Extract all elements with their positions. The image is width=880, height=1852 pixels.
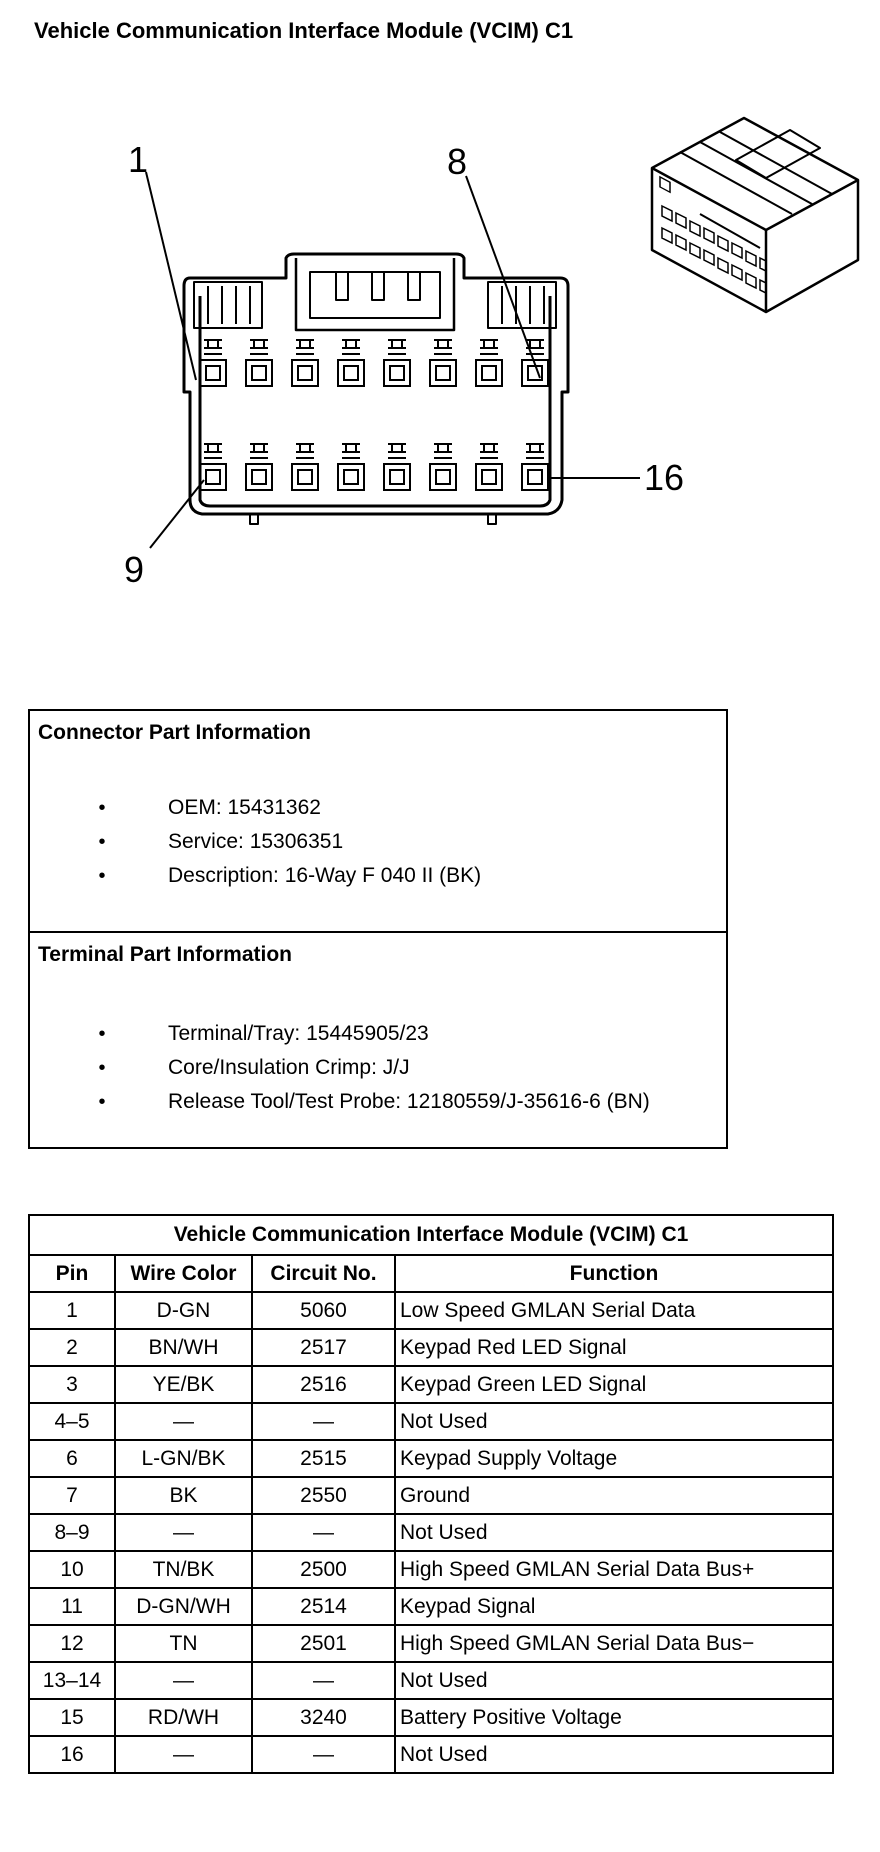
cell-function: Not Used — [395, 1736, 833, 1773]
cell-circuit-no: 2550 — [252, 1477, 395, 1514]
table-row — [29, 1403, 833, 1440]
connector-diagram — [0, 0, 880, 640]
table-row — [29, 1366, 833, 1403]
table-title: Vehicle Communication Interface Module (VCIM) C1 — [29, 1215, 833, 1255]
table-row — [29, 1588, 833, 1625]
cell-circuit-no: 2516 — [252, 1366, 395, 1403]
cell-wire-color: D-GN/WH — [115, 1588, 252, 1625]
cell-circuit-no: — — [252, 1736, 395, 1773]
cell-pin: 12 — [29, 1625, 115, 1662]
list-item — [92, 825, 481, 859]
cell-pin: 2 — [29, 1329, 115, 1366]
table-body — [29, 1292, 833, 1773]
cell-function: Not Used — [395, 1662, 833, 1699]
terminal-tray: Terminal/Tray: 15445905/23 — [168, 1022, 429, 1045]
bullet: • — [98, 865, 106, 887]
callout-pin-1: 1 — [128, 139, 149, 180]
table-row — [29, 1292, 833, 1329]
cell-circuit-no: 2501 — [252, 1625, 395, 1662]
table-row — [29, 1551, 833, 1588]
bullet: • — [98, 1057, 106, 1079]
terminal-release-tool: Release Tool/Test Probe: 12180559/J-35616-6 (BN) — [168, 1090, 650, 1113]
cell-function: Keypad Supply Voltage — [395, 1440, 833, 1477]
bullet: • — [98, 797, 106, 819]
connector-service: Service: 15306351 — [168, 830, 344, 853]
table-row — [29, 1477, 833, 1514]
cell-pin: 13–14 — [29, 1662, 115, 1699]
table-row — [29, 1440, 833, 1477]
cell-circuit-no: — — [252, 1662, 395, 1699]
terminal-part-info-heading: Terminal Part Information — [38, 943, 292, 966]
page-title: Vehicle Communication Interface Module (VCIM) C1 — [34, 18, 574, 43]
cell-wire-color: TN — [115, 1625, 252, 1662]
right-rib-block — [488, 282, 556, 328]
cell-function: High Speed GMLAN Serial Data Bus+ — [395, 1551, 833, 1588]
cell-function: Keypad Signal — [395, 1588, 833, 1625]
cell-function: Battery Positive Voltage — [395, 1699, 833, 1736]
cell-circuit-no: 5060 — [252, 1292, 395, 1329]
cell-wire-color: L-GN/BK — [115, 1440, 252, 1477]
cell-wire-color: — — [115, 1514, 252, 1551]
cavity-row-top — [200, 340, 548, 386]
cell-circuit-no: 2500 — [252, 1551, 395, 1588]
header-wire-color: Wire Color — [115, 1255, 252, 1292]
cell-function: Keypad Green LED Signal — [395, 1366, 833, 1403]
table-row — [29, 1699, 833, 1736]
cell-wire-color: BN/WH — [115, 1329, 252, 1366]
table-row — [29, 1329, 833, 1366]
cell-circuit-no: 2517 — [252, 1329, 395, 1366]
terminal-crimp: Core/Insulation Crimp: J/J — [168, 1056, 410, 1079]
cell-wire-color: — — [115, 1403, 252, 1440]
left-rib-block — [194, 282, 262, 328]
callout-pin-16: 16 — [644, 457, 685, 498]
cell-pin: 3 — [29, 1366, 115, 1403]
cell-wire-color: D-GN — [115, 1292, 252, 1329]
locking-tab — [296, 258, 454, 330]
list-item — [92, 1051, 650, 1085]
list-item — [92, 859, 481, 893]
table-row — [29, 1514, 833, 1551]
callout-pin-8: 8 — [447, 141, 468, 182]
connector-part-info — [30, 711, 726, 933]
callout-pin-9: 9 — [124, 549, 145, 590]
table-row — [29, 1736, 833, 1773]
cell-function: Ground — [395, 1477, 833, 1514]
cell-wire-color: RD/WH — [115, 1699, 252, 1736]
cell-wire-color: YE/BK — [115, 1366, 252, 1403]
connector-oem: OEM: 15431362 — [168, 796, 321, 819]
cell-function: Low Speed GMLAN Serial Data — [395, 1292, 833, 1329]
terminal-part-list — [92, 1017, 650, 1119]
bullet: • — [98, 1091, 106, 1113]
pinout-table — [28, 1214, 834, 1774]
cell-circuit-no: — — [252, 1514, 395, 1551]
table-header-row — [29, 1255, 833, 1292]
connector-isometric-view — [652, 118, 858, 312]
cell-pin: 4–5 — [29, 1403, 115, 1440]
cell-circuit-no: 2514 — [252, 1588, 395, 1625]
cell-function: High Speed GMLAN Serial Data Bus− — [395, 1625, 833, 1662]
cell-pin: 6 — [29, 1440, 115, 1477]
cell-pin: 8–9 — [29, 1514, 115, 1551]
cell-wire-color: BK — [115, 1477, 252, 1514]
bullet: • — [98, 831, 106, 853]
part-info-box — [28, 709, 728, 1149]
cell-function: Not Used — [395, 1514, 833, 1551]
cell-pin: 10 — [29, 1551, 115, 1588]
cell-pin: 1 — [29, 1292, 115, 1329]
cell-wire-color: TN/BK — [115, 1551, 252, 1588]
connector-part-info-heading: Connector Part Information — [38, 721, 312, 744]
table-row — [29, 1625, 833, 1662]
terminal-part-info — [30, 933, 726, 1147]
table-row — [29, 1662, 833, 1699]
connector-description: Description: 16-Way F 040 II (BK) — [168, 864, 482, 887]
list-item — [92, 1085, 650, 1119]
cell-function: Not Used — [395, 1403, 833, 1440]
cell-pin: 11 — [29, 1588, 115, 1625]
cell-wire-color: — — [115, 1736, 252, 1773]
list-item — [92, 1017, 650, 1051]
isometric-cavities — [660, 177, 670, 192]
header-pin: Pin — [29, 1255, 115, 1292]
cell-function: Keypad Red LED Signal — [395, 1329, 833, 1366]
connector-body-outline — [184, 254, 568, 514]
bullet: • — [98, 1023, 106, 1045]
cell-circuit-no: 3240 — [252, 1699, 395, 1736]
header-circuit-no: Circuit No. — [252, 1255, 395, 1292]
cell-pin: 15 — [29, 1699, 115, 1736]
cell-pin: 16 — [29, 1736, 115, 1773]
connector-part-list — [92, 791, 481, 893]
list-item — [92, 791, 481, 825]
cell-circuit-no: — — [252, 1403, 395, 1440]
cell-wire-color: — — [115, 1662, 252, 1699]
cell-circuit-no: 2515 — [252, 1440, 395, 1477]
cell-pin: 7 — [29, 1477, 115, 1514]
header-function: Function — [395, 1255, 833, 1292]
cavity-row-bottom — [200, 444, 548, 490]
